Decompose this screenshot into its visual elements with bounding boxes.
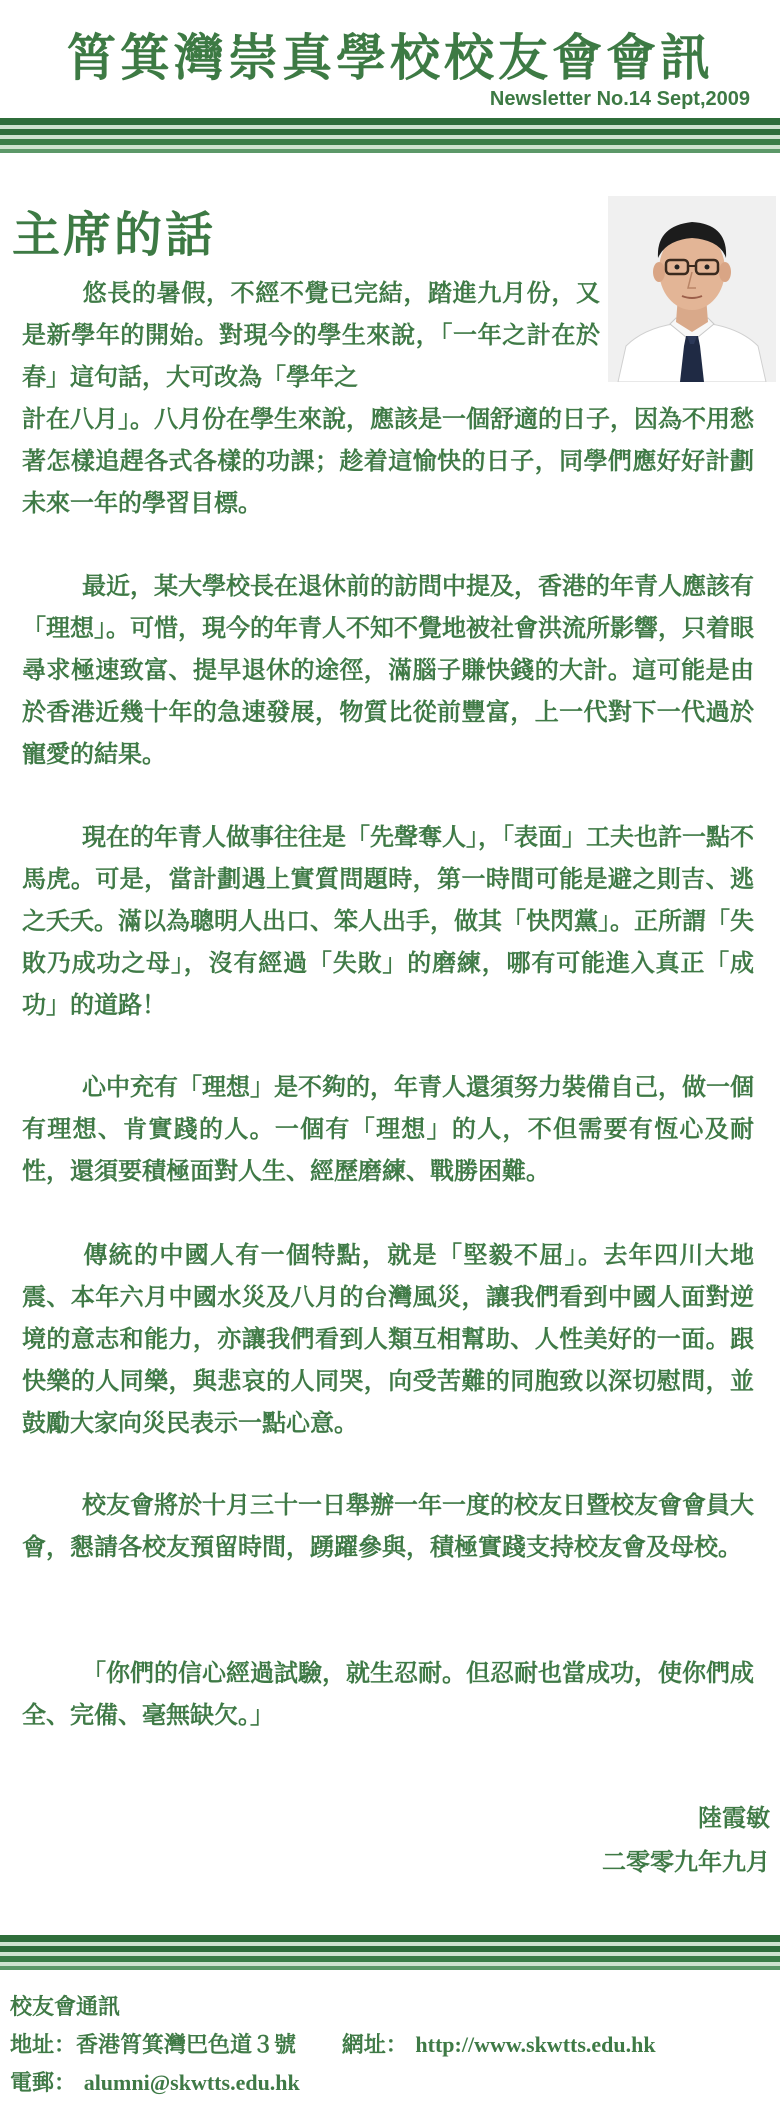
paragraph-4: 心中充有「理想」是不夠的，年青人還須努力裝備自己，做一個有理想、肯實踐的人。一個有「理想」的人，不但需要有恆心及耐性，還須要積極面對人生、經歷磨練、戰勝困難。 [22,1072,754,1185]
paragraph-6: 校友會將於十月三十一日舉辦一年一度的校友日暨校友會會員大會，懇請各校友預留時間，踴躍參與，積極實踐支持校友會及母校。 [22,1490,754,1561]
address-text: 香港筲箕灣巴色道３號 [76,2032,297,2058]
email-label: 電郵： [10,2070,77,2096]
paragraph-5: 傳統的中國人有一個特點，就是「堅毅不屈」。去年四川大地震、本年六月中國水災及八月的台灣風災，讓我們看到中國人面對逆境的意志和能力，亦讓我們看到人類互相幫助、人性美好的一面。跟快樂的人同樂，與悲哀的人同哭，向受苦難的同胞致以深切慰問，並鼓勵大家向災民表示一點心意。 [22,1240,754,1437]
website-label: 網址： [341,2032,408,2058]
section-title: 主席的話 [12,207,217,263]
footer-address-row [10,2028,656,2059]
chairperson-photo [608,196,776,382]
paragraph-1-bottom: 計在八月」。八月份在學生來說，應該是一個舒適的日子，因為不用愁著怎樣追趕各式各樣的功課；趁着這愉快的日子，同學們應好好計劃未來一年的學習目標。 [22,404,754,517]
paragraph-7-quote: 「你們的信心經過試驗，就生忍耐。但忍耐也當成功，使你們成全、完備、毫無缺欠。」 [22,1658,754,1729]
email-link[interactable]: alumni@skwtts.edu.hk [83,2070,300,2095]
paragraph-3: 現在的年青人做事往往是「先聲奪人」，「表面」工夫也許一點不馬虎。可是，當計劃遇上實質問題時，第一時間可能是避之則吉、逃之夭夭。滿以為聰明人出口、笨人出手，做其「快閃黨」。正所謂「失敗乃成功之母」，沒有經過「失敗」的磨練，哪有可能進入真正「成功」的道路！ [22,822,754,1019]
issue-label: Newsletter No.14 Sept,2009 [489,88,750,110]
masthead-title: 筲箕灣崇真學校校友會會訊 [66,28,714,87]
paragraph-1-top: 悠長的暑假，不經不覺已完結，踏進九月份，又是新學年的開始。對現今的學生來說，「一年之計在於春」這句話，大可改為「學年之 [22,278,600,391]
top-stripe-divider [0,118,780,164]
footer-email-row [10,2066,300,2097]
signature-name: 陸霞敏 [698,1803,770,1832]
bottom-stripe-divider [0,1935,780,1981]
address-label: 地址： [10,2032,77,2058]
footer-title: 校友會通訊 [10,1994,121,2020]
paragraph-2: 最近，某大學校長在退休前的訪問中提及，香港的年青人應該有「理想」。可惜，現今的年青人不知不覺地被社會洪流所影響，只着眼尋求極速致富、提早退休的途徑，滿腦子賺快錢的大計。這可能是由於香港近幾十年的急速發展，物質比從前豐富，上一代對下一代過於寵愛的結果。 [22,571,754,768]
signature-date: 二零零九年九月 [602,1847,770,1876]
website-link[interactable]: http://www.skwtts.edu.hk [415,2032,656,2057]
